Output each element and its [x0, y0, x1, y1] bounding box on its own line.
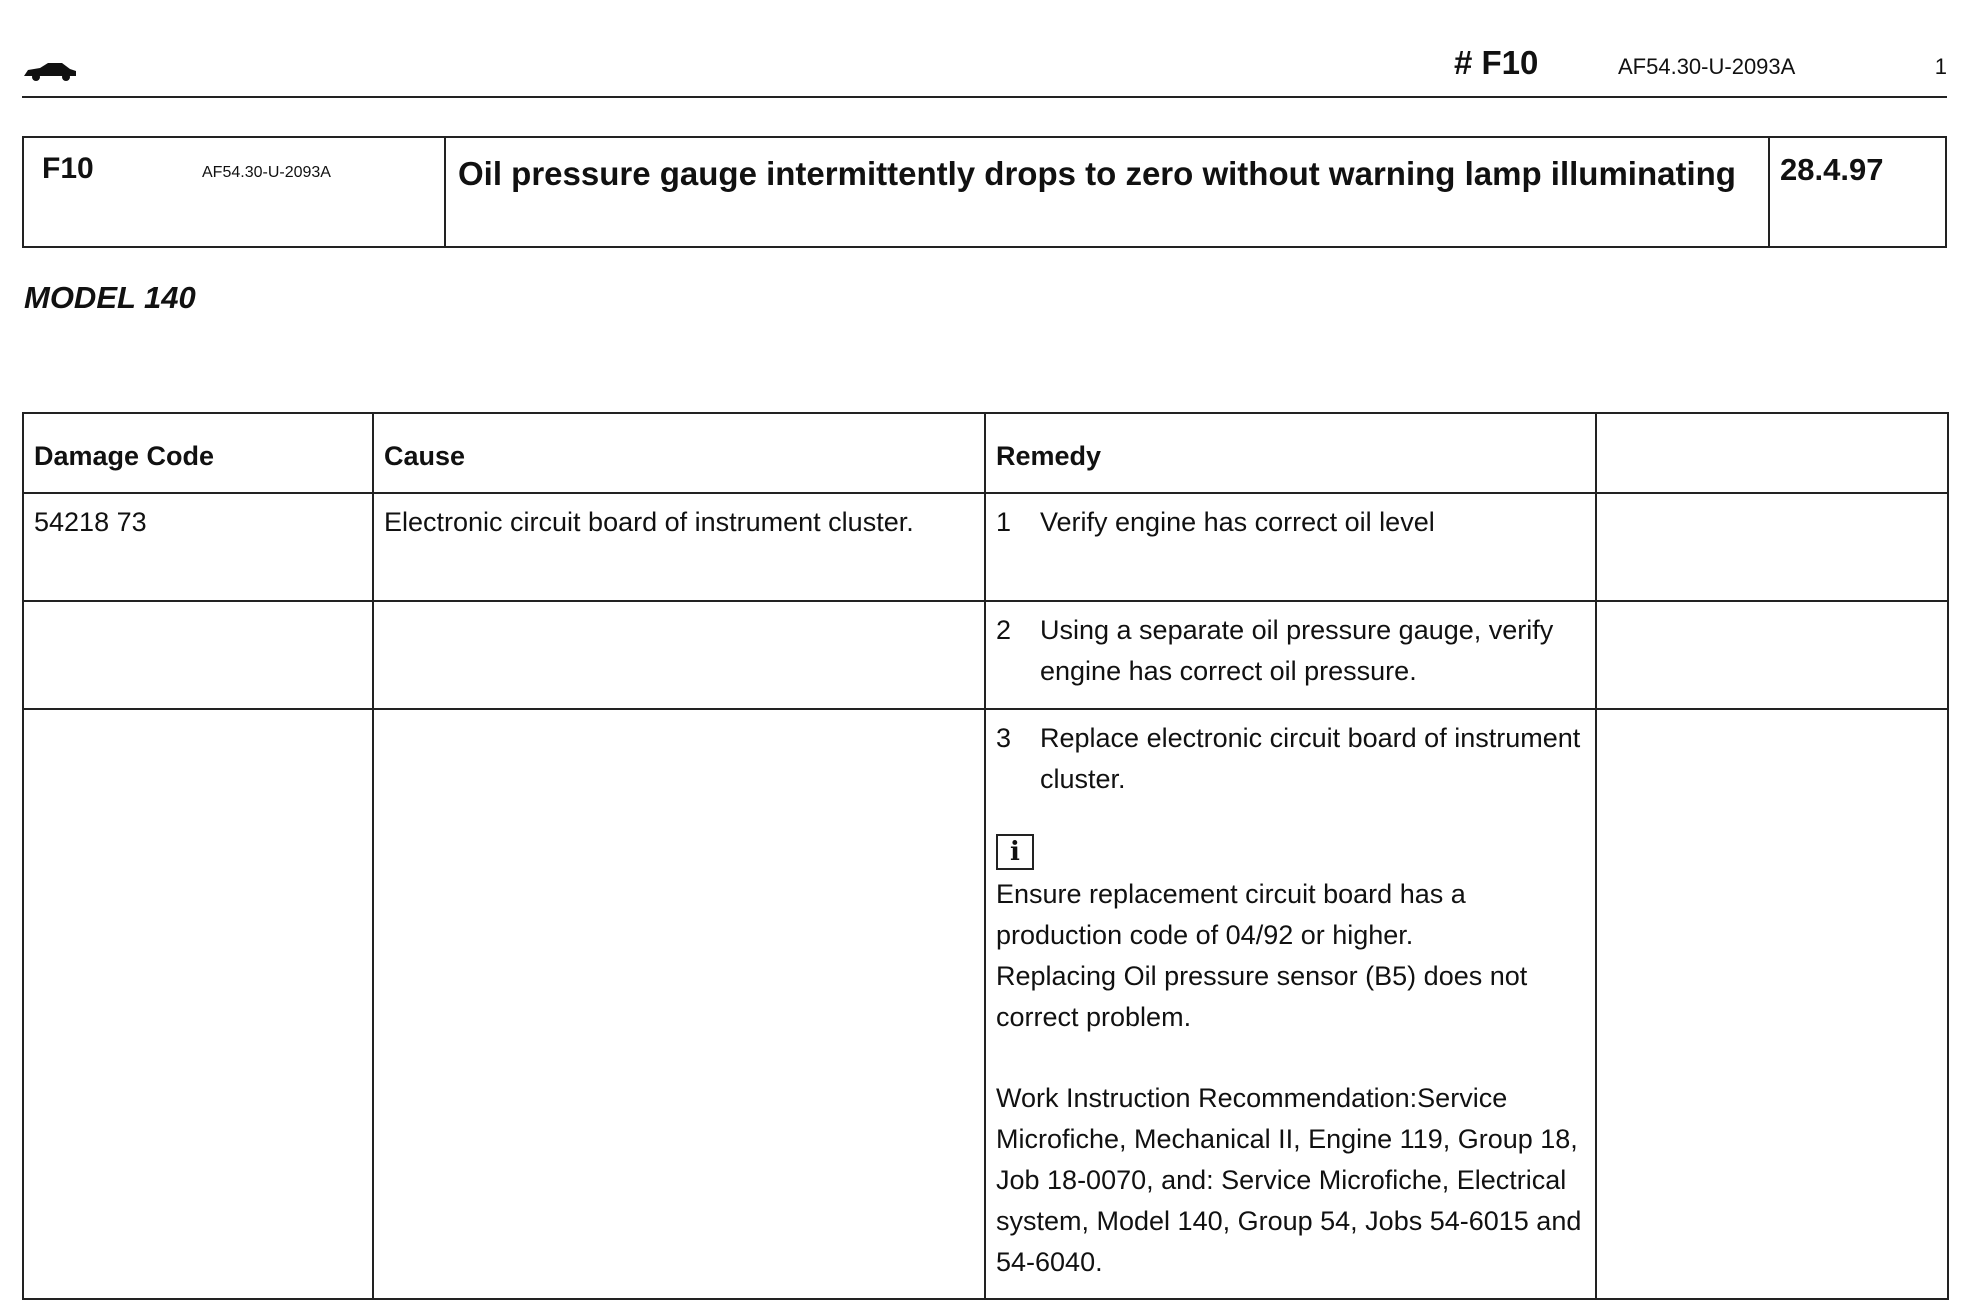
- remedy-step: [996, 718, 1585, 800]
- header-cause: Cause: [373, 413, 985, 493]
- info-icon: i: [996, 834, 1034, 870]
- remedy-step: [996, 610, 1585, 692]
- header-reference: AF54.30-U-2093A: [1618, 54, 1796, 79]
- page-number: 1: [1934, 54, 1947, 79]
- extra-cell: [1596, 709, 1948, 1299]
- step-number: 3: [996, 723, 1012, 753]
- step-number: 1: [996, 507, 1012, 537]
- step-text: Verify engine has correct oil level: [1040, 507, 1435, 537]
- remedy-cell: [985, 493, 1596, 601]
- work-instruction: Work Instruction Recommendation:Service Microfiche, Mechanical II, Engine 119, Group 18, Job 18-0070, and: Service Microfiche, Electrical system, Model 140, Group 54, Jobs 54-6015 and 54-6040.: [996, 1083, 1582, 1277]
- step-number: 2: [996, 615, 1012, 645]
- title-code: F10: [42, 152, 94, 185]
- cause-cell: [373, 601, 985, 709]
- note-text: Ensure replacement circuit board has a production code of 04/92 or higher.: [996, 879, 1466, 950]
- damage-code-cell: [23, 601, 373, 709]
- cause-cell: [373, 709, 985, 1299]
- cause-cell: Electronic circuit board of instrument cluster.: [373, 493, 985, 601]
- note-text: Replacing Oil pressure sensor (B5) does not correct problem.: [996, 961, 1528, 1032]
- model-label: MODEL 140: [24, 280, 196, 315]
- damage-code-cell: [23, 709, 373, 1299]
- remedy-cell: [985, 709, 1596, 1299]
- header-damage-code: Damage Code: [23, 413, 373, 493]
- step-text: Using a separate oil pressure gauge, verify engine has correct oil pressure.: [1040, 615, 1554, 686]
- title-block: [22, 136, 1947, 248]
- document-date: 28.4.97: [1780, 152, 1884, 187]
- table-row: [23, 493, 1948, 601]
- header-extra: [1596, 413, 1948, 493]
- table-row: [23, 601, 1948, 709]
- table-row: [23, 709, 1948, 1299]
- car-icon: [22, 60, 78, 82]
- remedy-step: [996, 502, 1585, 543]
- document-title: Oil pressure gauge intermittently drops to zero without warning lamp illuminating: [446, 138, 1770, 246]
- remedy-cell: [985, 601, 1596, 709]
- info-note: [996, 874, 1585, 1283]
- damage-table: [22, 412, 1949, 1300]
- page-header: [22, 40, 1947, 98]
- extra-cell: [1596, 493, 1948, 601]
- title-code-cell: [24, 138, 446, 246]
- title-reference: AF54.30-U-2093A: [202, 164, 331, 181]
- table-header-row: [23, 413, 1948, 493]
- header-remedy: Remedy: [985, 413, 1596, 493]
- header-code: # F10: [1454, 44, 1539, 81]
- step-text: Replace electronic circuit board of instrument cluster.: [1040, 723, 1581, 794]
- damage-code-cell: 54218 73: [23, 493, 373, 601]
- extra-cell: [1596, 601, 1948, 709]
